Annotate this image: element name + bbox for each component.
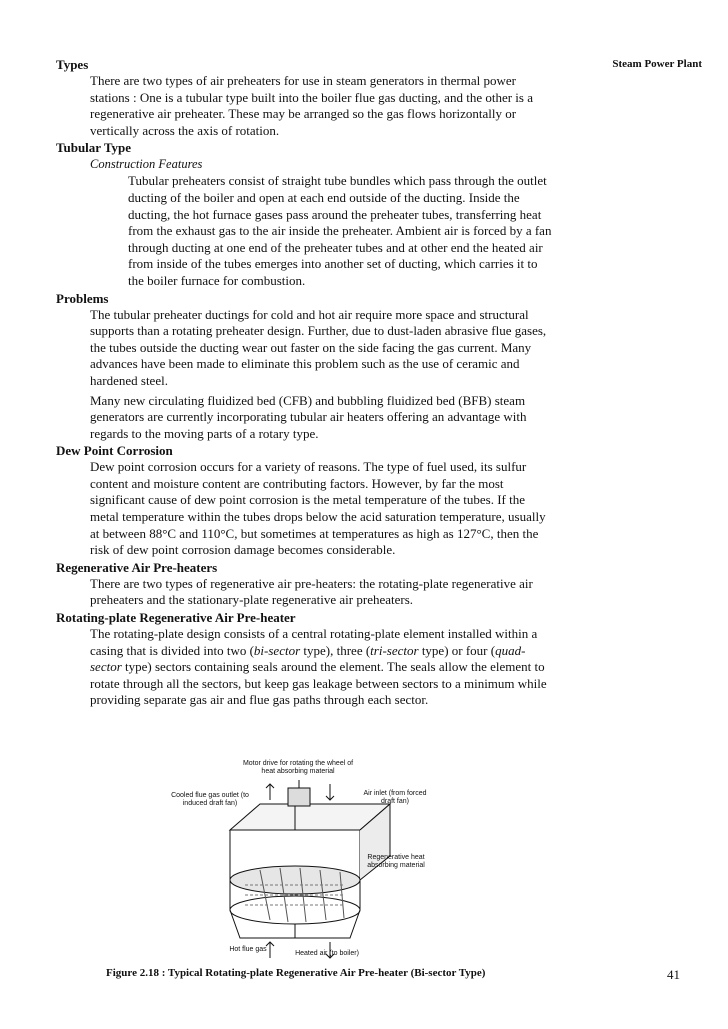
tri-sector-term: tri-sector xyxy=(370,642,419,658)
label-air-inlet: Air inlet (from forced draft fan) xyxy=(363,790,427,805)
bi-sector-term: bi-sector xyxy=(253,642,301,658)
tubular-paragraph: Tubular preheaters consist of straight tube bundles which pass through the outlet ducting of the boiler and open at each end outside of the ducting. Inside the ducting, the hot furnace gases pass around the preheater tubes, transferring heat from the exhaust gas to the air inside the preheater. Ambient air is forced by a fan through ducting at one end of the preheater tubes and at other end the heated air from inside of the tubes emerges into another set of ducting, which carries it to the boiler furnace for combustion. xyxy=(128,173,552,288)
dew-point-paragraph: Dew point corrosion occurs for a variety of reasons. The type of fuel used, its sulfur content and moisture content are contributing factors. However, by far the most significant cause of dew point corrosion is the metal temperature of the tubes. If the metal temperature within the tubes drops below the acid saturation temperature, usually at between 88°C and 110°C, but sometimes at temperatures as high as 127°C, then the risk of dew point corrosion damage becomes considerable. xyxy=(90,459,546,558)
problems-paragraph-2: Many new circulating fluidized bed (CFB) and bubbling fluidized bed (BFB) steam generators are currently incorporating tubular air heaters offering an advantage with regards to the moving parts of a rotary type. xyxy=(90,392,527,441)
heading-dew-point-corrosion: Dew Point Corrosion xyxy=(56,443,173,459)
rotating-text-d: type) sectors containing seals around the element. The seals allow the element to rotate through all the sectors, but keep gas leakage between sectors to a minimum while providing separate gas air and flue gas paths through each sector. xyxy=(90,659,547,708)
regenerative-paragraph: There are two types of regenerative air pre-heaters: the rotating-plate regenerative air preheaters and the stationary-plate regenerative air preheaters. xyxy=(90,575,533,608)
heading-regenerative-air-preheaters: Regenerative Air Pre-heaters xyxy=(56,559,218,575)
heading-tubular-type: Tubular Type xyxy=(56,140,132,156)
types-paragraph: There are two types of air preheaters for use in steam generators in thermal power stations : One is a tubular type built into the boiler flue gas ducting, and the other is a regenerative air preheater. These may be arranged so the gas flows horizontally or vertically across the axis of rotation. xyxy=(90,73,533,138)
label-motor-drive: Motor drive for rotating the wheel of heat absorbing material xyxy=(242,760,354,775)
heading-rotating-plate: Rotating-plate Regenerative Air Pre-heater xyxy=(56,610,296,626)
label-cooled-flue-gas: Cooled flue gas outlet (to induced draft fan) xyxy=(171,792,249,807)
heading-problems: Problems xyxy=(56,290,109,306)
figure-caption: Figure 2.18 : Typical Rotating-plate Regenerative Air Pre-heater (Bi-sector Type) xyxy=(106,967,486,979)
quad-sector-term: quad-sector xyxy=(90,642,526,675)
label-hot-flue-gas: Hot flue gas xyxy=(229,946,267,953)
air-preheater-figure xyxy=(170,760,430,960)
rotating-text-b: type), three ( xyxy=(300,642,371,658)
page-number: 41 xyxy=(667,967,680,982)
rotating-text-a: The rotating-plate design consists of a central rotating-plate element installed within a casing that is divided into two ( xyxy=(90,626,538,658)
subheading-construction-features: Construction Features xyxy=(90,157,203,172)
problems-paragraph-1: The tubular preheater ductings for cold and hot air require more space and structural supports than a rotating preheater design. Further, due to dust-laden abrasive flue gases, the tubes outside the ducting wear out faster on the side facing the gas current. Many advances have been made to eliminate this problem such as the use of ceramic and hardened steel. xyxy=(90,306,547,388)
label-heated-air: Heated air (to boiler) xyxy=(295,950,359,957)
heading-types: Types xyxy=(56,57,89,72)
label-regenerative-material: Regenerative heat absorbing material xyxy=(367,854,425,869)
rotating-plate-paragraph xyxy=(90,626,556,709)
page-body xyxy=(56,56,556,709)
rotating-text-c: type) or four ( xyxy=(418,642,496,658)
running-header: Steam Power Plant xyxy=(612,58,702,70)
